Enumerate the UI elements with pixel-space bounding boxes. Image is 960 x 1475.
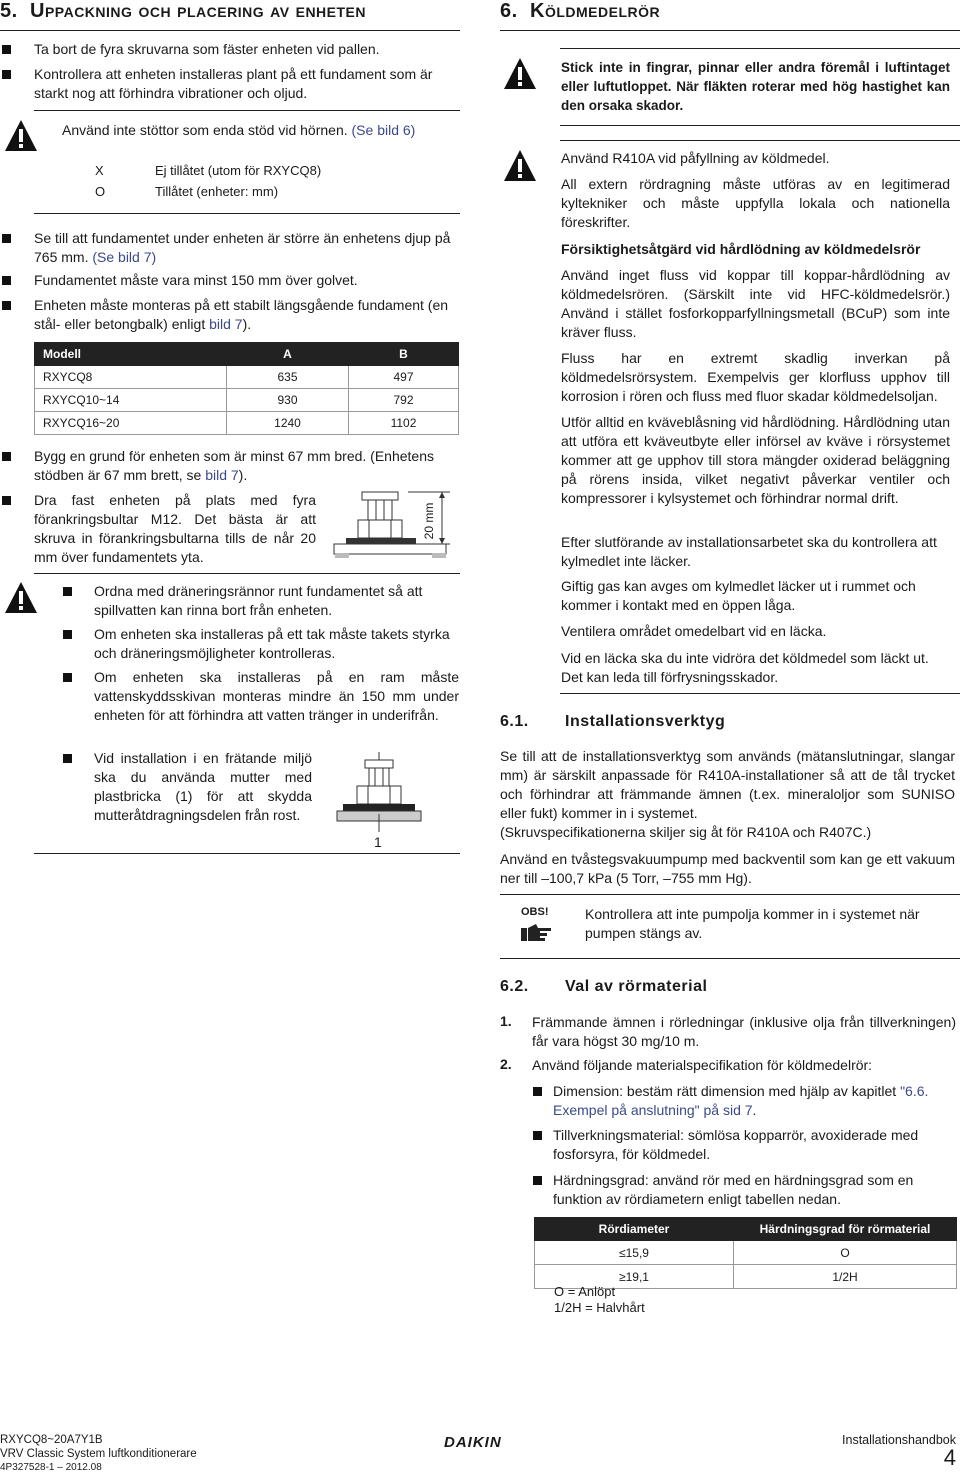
warning-text: Om enheten ska installeras på ett tak måste takets styrka och dräneringsmöjligheter kontrolleras.	[94, 626, 450, 661]
warning-icon	[3, 118, 39, 154]
section-5-title: Uppackning och placering av enheten	[30, 0, 367, 22]
bullet	[63, 754, 72, 763]
table-note: 1/2H = Halvhårt	[554, 1300, 645, 1315]
daikin-logo: DAIKIN	[444, 1434, 502, 1451]
table-cell: RXYCQ8	[35, 366, 227, 389]
instruction-sentence: Se till att fundamentet under enheten är större än enhetens djup på 765 mm.	[34, 230, 451, 265]
legend-o-text: Tillåtet (enheter: mm)	[155, 184, 279, 199]
warning-icon	[502, 56, 538, 92]
warning-divider	[560, 48, 960, 49]
table-cell: 1102	[349, 412, 459, 435]
footer-model: RXYCQ8~20A7Y1B	[0, 1434, 103, 1446]
warning-divider	[34, 573, 460, 574]
warning-text: Ordna med dräneringsrännor runt fundamentet så att spillvatten kan rinna bort från enheten.	[94, 583, 423, 618]
paragraph: Se till att de installationsverktyg som används (mätanslutningar, slangar mm) är särskilt anpassade för R410A-installationer så att de tål trycket och förhindrar att främmande ämnen (t.ex. mineraloljor som SUNISO eller fukt) kommer in i systemet.	[500, 748, 955, 821]
table-cell: 497	[349, 366, 459, 389]
paragraph: Ventilera området omedelbart vid en läcka.	[561, 623, 827, 639]
paragraph: Utför alltid en kväveblåsning vid hårdlödning. Hårdlödning utan att utföra ett kväveutbyte eller införsel av kväve i rörsystemet kommer att ge upphov till stora mängder oxiderad beläggning på rörens insida, vilket negativt påverkar ventiler och kompressorer i kylsystemet och förhindrar normal drift.	[561, 414, 950, 506]
list-number: 1.	[500, 1013, 512, 1029]
legend-x-text: Ej tillåtet (utom för RXYCQ8)	[155, 163, 322, 178]
instruction-text	[34, 447, 459, 485]
table-cell: RXYCQ16~20	[35, 412, 227, 435]
section-6-2-title: Val av rörmaterial	[565, 978, 708, 995]
table-cell: O	[734, 1241, 957, 1265]
instruction-text: Fundamentet måste vara minst 150 mm över golvet.	[34, 272, 358, 288]
warning-divider	[34, 213, 460, 214]
bullet	[533, 1131, 542, 1140]
section-divider	[0, 30, 460, 31]
legend-o-key: O	[95, 184, 106, 199]
section-6-1-title: Installationsverktyg	[565, 713, 726, 730]
footer-product: VRV Classic System luftkonditionerare	[0, 1448, 197, 1460]
model-dimension-table	[34, 342, 459, 435]
page-number: 4	[943, 1445, 956, 1470]
table-row	[35, 366, 459, 389]
list-item-sentence: Dimension: bestäm rätt dimension med hjälp av kapitlet	[553, 1083, 897, 1099]
instruction-text: Ta bort de fyra skruvarna som fäster enheten vid pallen.	[34, 41, 380, 57]
section-6-1-number: 6.1.	[500, 713, 529, 730]
bullet	[63, 587, 72, 596]
list-number: 2.	[500, 1056, 512, 1072]
paragraph: Efter slutförande av installationsarbetet ska du kontrollera att kylmedlet inte läcker.	[561, 534, 937, 569]
table-cell: ≥19,1	[535, 1265, 734, 1289]
instruction-text: Dra fast enheten på plats med fyra förankringsbultar M12. Det bästa är att skruva in förankringsbultarna tills de når 20 mm över fundamentets yta.	[34, 492, 316, 565]
bullet	[2, 276, 11, 285]
punctuation: ).	[238, 467, 248, 483]
bullet	[63, 630, 72, 639]
note-label: OBS!	[521, 906, 549, 918]
paragraph: Giftig gas kan avges om kylmedlet läcker ut i rummet och kommer i kontakt med en öppen låga.	[561, 578, 916, 613]
bullet	[2, 452, 11, 461]
warning-divider	[34, 110, 460, 111]
bullet	[2, 496, 11, 505]
section-divider	[500, 30, 960, 31]
figure-reference-link[interactable]: bild 7	[205, 467, 239, 483]
table-header-row	[535, 1218, 957, 1241]
section-6-number: 6.	[500, 0, 518, 22]
warning-icon	[502, 148, 538, 184]
instruction-text	[34, 229, 459, 267]
figure-reference-link[interactable]: (Se bild 7)	[92, 249, 157, 265]
list-item: Använd följande materialspecifikation för köldmedelrör:	[532, 1057, 873, 1073]
table-cell: 930	[227, 389, 349, 412]
table-note: O = Anlöpt	[554, 1284, 616, 1299]
instruction-sentence: Bygg en grund för enheten som är minst 67 mm bred. (Enhetens stödben är 67 mm brett, se	[34, 448, 434, 483]
list-item: Främmande ämnen i rörledningar (inklusive olja från tillverkningen) får vara högst 30 mg/10 m.	[532, 1014, 956, 1049]
bullet	[2, 70, 11, 79]
warning-text: Stick inte in fingrar, pinnar eller andra föremål i luftintaget eller luftutloppet. När fläkten roterar med hög hastighet kan den orsaka skador.	[561, 60, 950, 113]
paragraph: Fluss har en extremt skadlig inverkan på köldmedelsrörsystem. Exempelvis ger klorfluss upphov till korrosion i rören och fluss med fluor skadar köldmedelsoljan.	[561, 350, 950, 404]
paragraph: Använd R410A vid påfyllning av köldmedel.	[561, 150, 830, 166]
anchor-bolt-diagram	[332, 490, 460, 564]
plastic-washer-nut-diagram	[335, 752, 425, 834]
hardness-table	[534, 1217, 957, 1289]
warning-icon	[3, 580, 39, 616]
footer-manual-name: Installationshandbok	[842, 1433, 956, 1447]
note-divider	[500, 894, 960, 895]
table-header-row	[35, 343, 459, 366]
warning-divider	[34, 853, 460, 854]
instruction-sentence: Enheten måste monteras på ett stabilt längsgående fundament (en stål- eller betongbalk) enligt	[34, 297, 449, 332]
figure-reference-link[interactable]: (Se bild 6)	[351, 122, 416, 138]
column-header: Rördiameter	[535, 1218, 734, 1241]
footer-doc-number: 4P327528-1 – 2012.08	[0, 1462, 102, 1473]
note-divider	[500, 958, 960, 959]
bullet	[533, 1176, 542, 1185]
subheading: Försiktighetsåtgärd vid hårdlödning av köldmedelsrör	[561, 241, 921, 257]
column-header: A	[227, 343, 349, 366]
table-cell: 792	[349, 389, 459, 412]
chapter-reference-link[interactable]: "6.6. Exempel på anslutning" på sid 7	[553, 1083, 929, 1118]
footer-left	[0, 1433, 197, 1475]
paragraph: Använd inget fluss vid koppar till koppar-hårdlödning av köldmedelsrören. (Särskilt inte vid HFC-köldmedelsrör.) Använd i stället fosforkopparfyllningsmetall (BCuP) som inte kräver fluss.	[561, 267, 950, 340]
warning-text: Vid installation i en frätande miljö ska du använda mutter med plastbricka (1) för att skydda mutteråtdragningsdelen från rost.	[94, 750, 312, 823]
legend-x-key: X	[95, 163, 104, 178]
bullet	[2, 45, 11, 54]
instruction-text	[34, 296, 459, 334]
paragraph: Använd en tvåstegsvakuumpump med backventil som kan ge ett vakuum ner till –100,7 kPa (5 Torr, –755 mm Hg).	[500, 851, 955, 886]
warning-text	[62, 121, 462, 140]
section-6-title: Köldmedelrör	[530, 0, 661, 22]
table-cell: 635	[227, 366, 349, 389]
list-item: Härdningsgrad: använd rör med en härdningsgrad som en funktion av rördiametern enligt tabellen nedan.	[553, 1172, 914, 1207]
column-header: Härdningsgrad för rörmaterial	[734, 1218, 957, 1241]
pointing-hand-icon	[520, 922, 554, 944]
table-cell: ≤15,9	[535, 1241, 734, 1265]
warning-divider	[560, 693, 960, 694]
paragraph: Vid en läcka ska du inte vidröra det köldmedel som läckt ut. Det kan leda till förfrysningsskador.	[561, 650, 929, 685]
bullet	[2, 234, 11, 243]
column-header: B	[349, 343, 459, 366]
warning-text: Om enheten ska installeras på en ram måste vattenskyddsskivan monteras mindre än 150 mm under enheten för att förhindra att vatten tränger in underifrån.	[94, 669, 459, 723]
punctuation: ).	[242, 316, 252, 332]
table-cell: RXYCQ10~14	[35, 389, 227, 412]
section-6-2-number: 6.2.	[500, 978, 529, 995]
table-row	[535, 1241, 957, 1265]
instruction-text: Kontrollera att enheten installeras plant på ett fundament som är starkt nog att förhindra vibrationer och oljud.	[34, 66, 433, 101]
warning-divider	[560, 125, 960, 126]
table-cell: 1240	[227, 412, 349, 435]
figure-reference-link[interactable]: bild 7	[209, 316, 243, 332]
warning-sentence: Använd inte stöttor som enda stöd vid hörnen.	[62, 122, 348, 138]
warning-divider	[560, 140, 960, 141]
punctuation: .	[752, 1102, 757, 1118]
paragraph: All extern rördragning måste utföras av en legitimerad kyltekniker och måste uppfylla lokala och nationella föreskrifter.	[561, 176, 950, 230]
list-item	[553, 1082, 956, 1120]
bullet	[533, 1087, 542, 1096]
table-row	[35, 412, 459, 435]
section-5-number: 5.	[0, 0, 18, 22]
dimension-label: 20 mm	[422, 502, 436, 540]
table-row	[35, 389, 459, 412]
table-cell: 1/2H	[734, 1265, 957, 1289]
bullet	[63, 673, 72, 682]
bullet	[2, 301, 11, 310]
callout-number: 1	[374, 834, 382, 850]
list-item: Tillverkningsmaterial: sömlösa kopparrör, avoxiderade med fosforsyra, för köldmedel.	[553, 1127, 919, 1162]
note-text: Kontrollera att inte pumpolja kommer in i systemet när pumpen stängs av.	[585, 906, 920, 941]
paragraph: (Skruvspecifikationerna skiljer sig åt för R410A och R407C.)	[500, 824, 872, 840]
column-header: Modell	[35, 343, 227, 366]
